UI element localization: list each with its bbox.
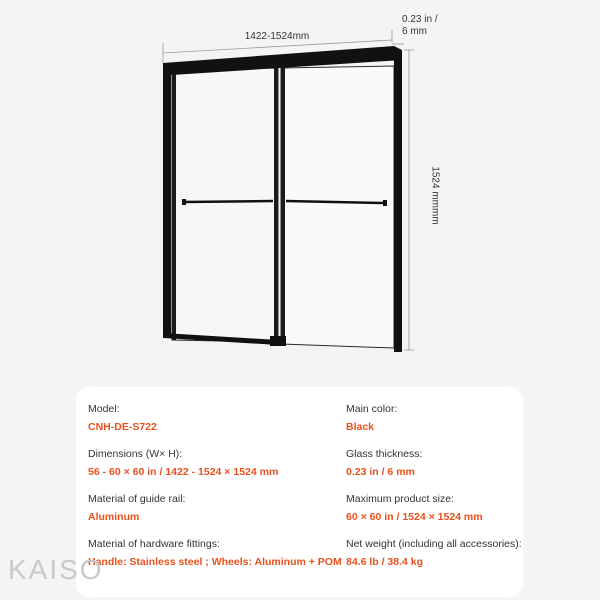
thickness-line-2: 6 mm	[402, 26, 427, 37]
specifications-card	[76, 387, 523, 597]
spec-dimensions	[88, 447, 342, 492]
spec-glass-thickness	[346, 447, 522, 492]
spec-value: CNH-DE-S722	[88, 421, 157, 433]
spec-value: 84.6 lb / 38.4 kg	[346, 556, 424, 568]
spec-hardware-material	[88, 537, 342, 582]
spec-guide-rail-material	[88, 492, 342, 537]
thickness-dimension-label	[402, 14, 450, 38]
spec-value: Black	[346, 421, 375, 433]
spec-column-right	[346, 402, 522, 582]
spec-main-color	[346, 402, 522, 447]
spec-label: Dimensions (W× H):	[88, 448, 183, 460]
height-dimension-label: 1524 mmmm	[429, 166, 441, 225]
spec-label: Maximum product size:	[346, 493, 454, 505]
spec-label: Main color:	[346, 403, 398, 415]
brand-watermark: KAISO	[8, 554, 104, 585]
spec-value: 0.23 in / 6 mm	[346, 466, 415, 478]
thickness-line-1: 0.23 in /	[402, 14, 438, 25]
spec-label: Material of guide rail:	[88, 493, 186, 505]
spec-value: 60 × 60 in / 1524 × 1524 mm	[346, 511, 483, 523]
spec-label: Model:	[88, 403, 120, 415]
spec-column-left	[88, 402, 342, 582]
spec-value: Aluminum	[88, 511, 140, 523]
spec-net-weight	[346, 537, 522, 582]
width-dimension-label: 1422-1524mm	[244, 31, 310, 42]
spec-value: 56 - 60 × 60 in / 1422 - 1524 × 1524 mm	[88, 466, 279, 478]
spec-label: Net weight (including all accessories):	[346, 538, 522, 550]
spec-value: Handle: Stainless steel ; Wheels: Aluminum + POM	[88, 556, 342, 568]
spec-label: Glass thickness:	[346, 448, 423, 460]
spec-label: Material of hardware fittings:	[88, 538, 220, 550]
spec-max-size	[346, 492, 522, 537]
spec-model	[88, 402, 342, 447]
